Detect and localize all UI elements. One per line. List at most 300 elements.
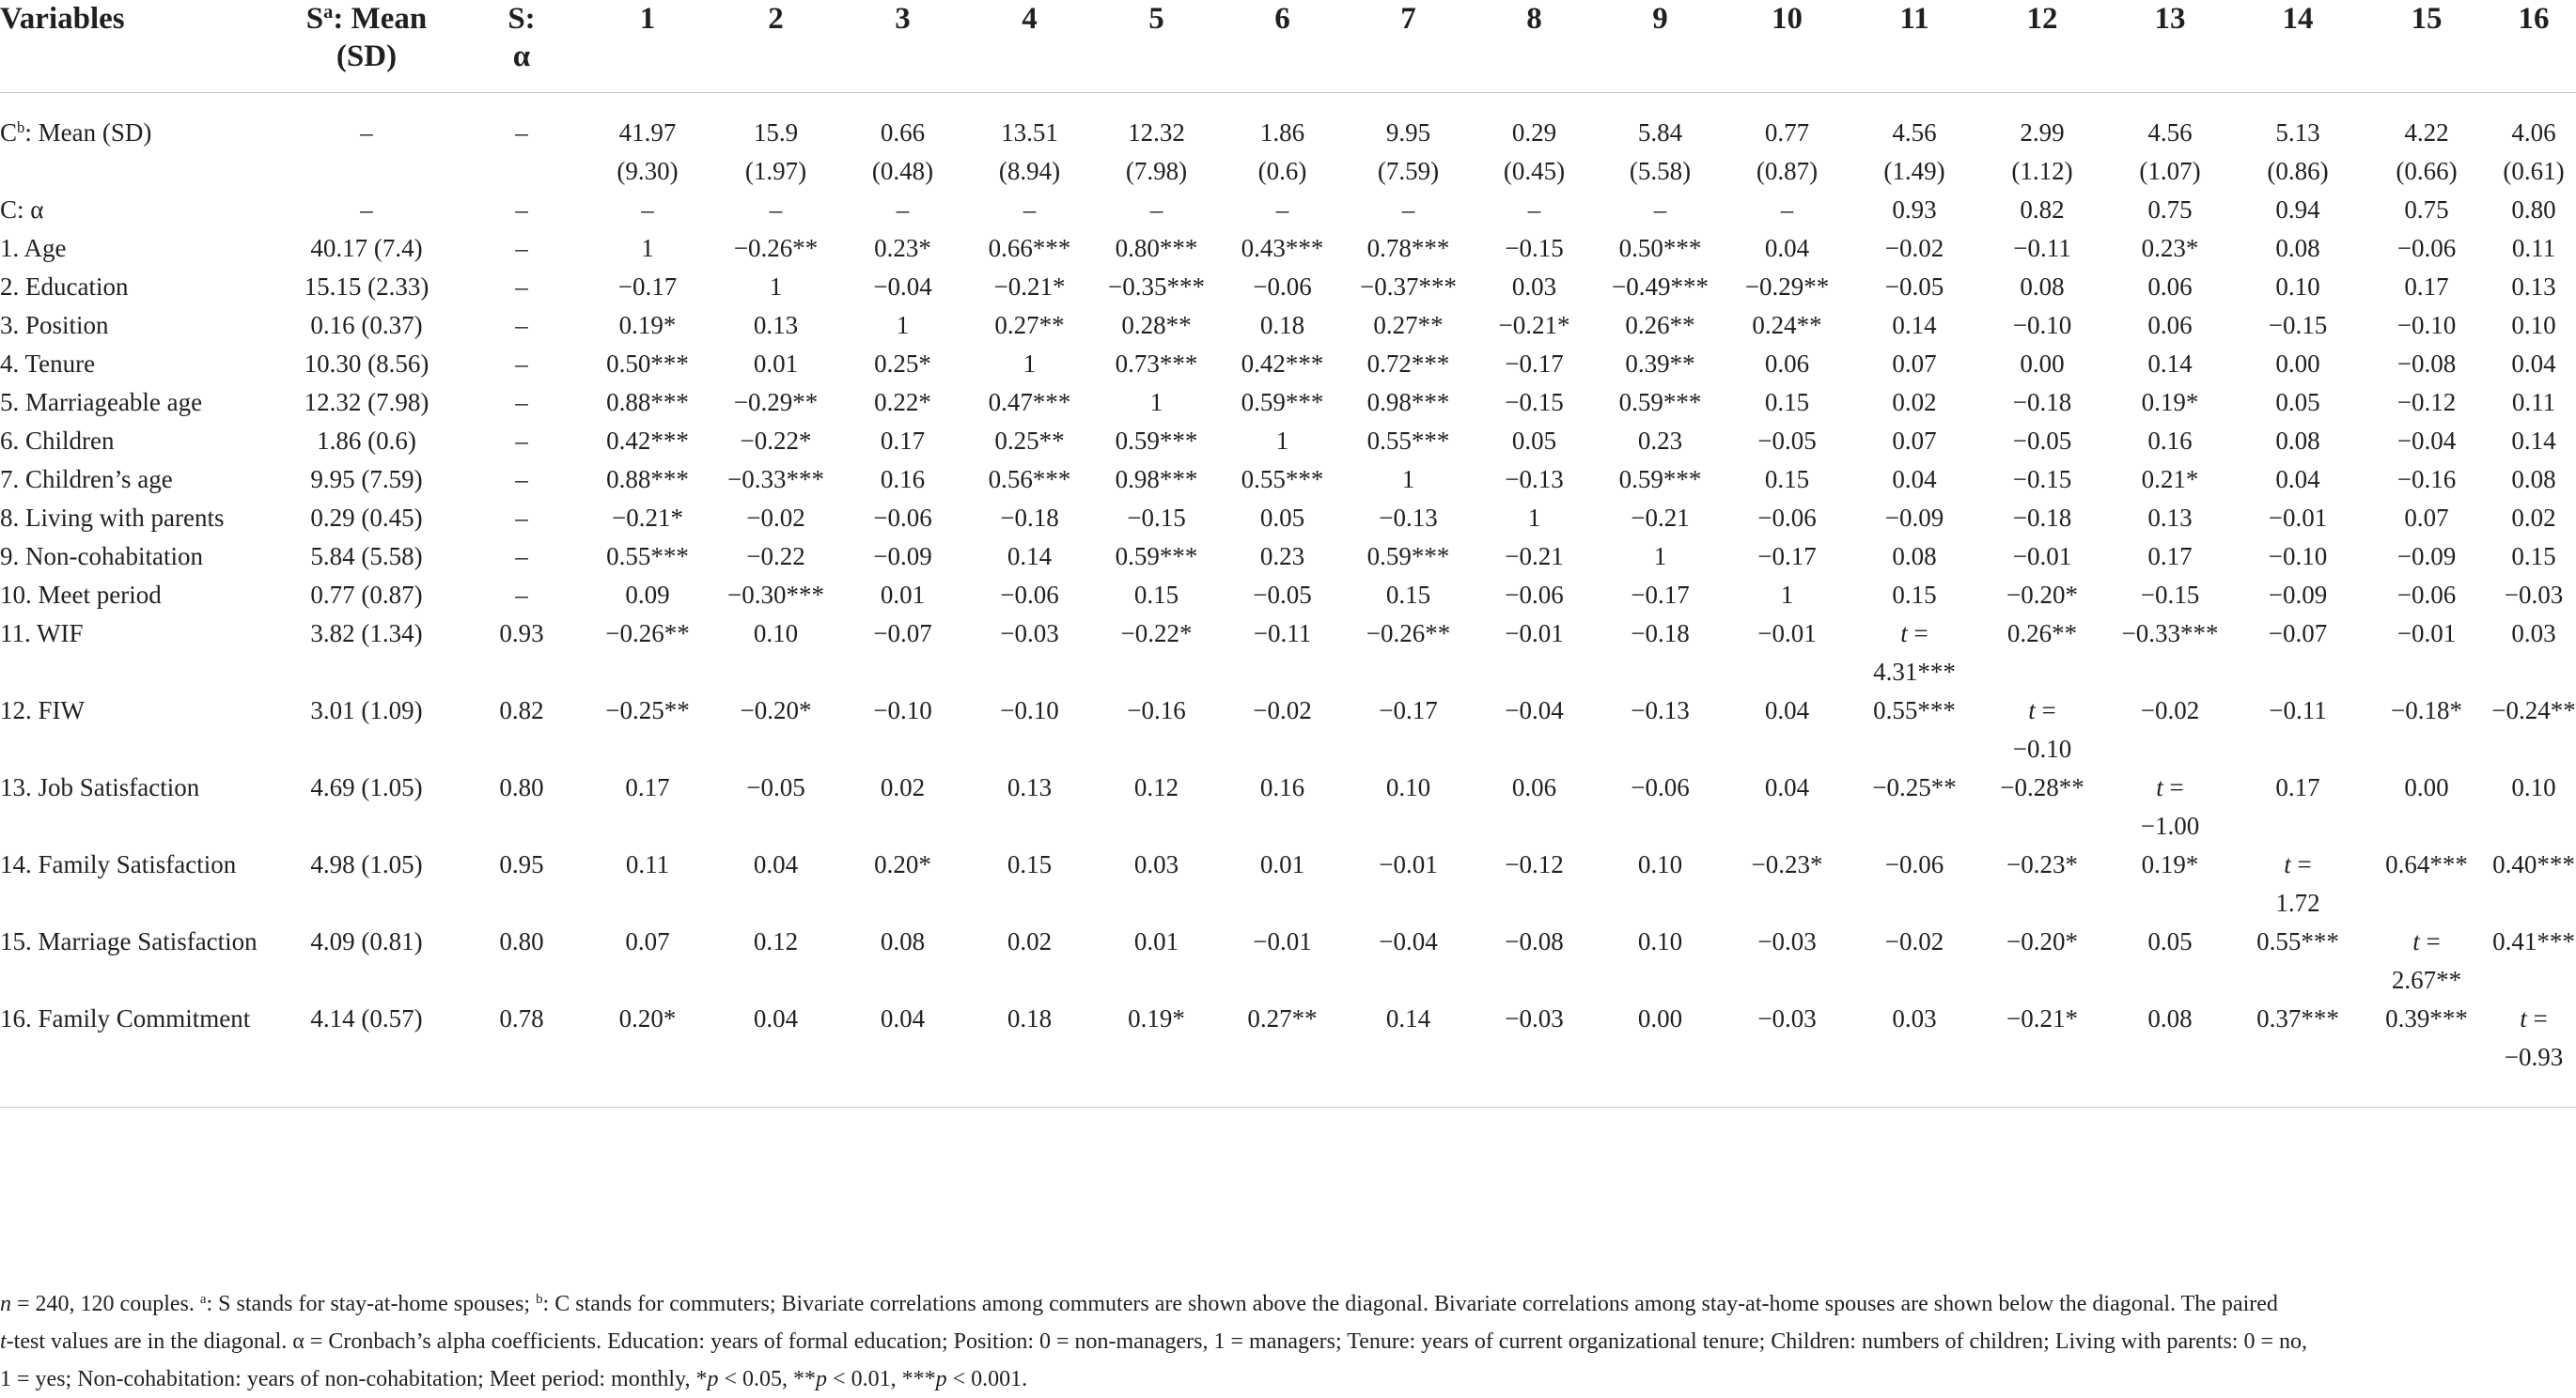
commuter-sd-value: (7.59): [1377, 157, 1440, 185]
t-value: −0.93: [2504, 1043, 2564, 1071]
commuter-mean-value: 41.97: [618, 118, 677, 147]
corr-cell: 0.42***: [1241, 350, 1324, 378]
t-value: 1.72: [2275, 889, 2320, 917]
corr-cell: 0.18: [966, 1000, 1093, 1108]
table-row: [0, 614, 2576, 691]
corr-cell: −0.05: [1884, 272, 1944, 301]
corr-cell: −0.13: [1505, 465, 1564, 493]
s-alpha-cell: –: [515, 388, 528, 416]
s-mean-cell: 40.17 (7.4): [310, 234, 423, 262]
corr-cell: 0.10: [753, 619, 799, 647]
corr-cell: 0.04: [1764, 696, 1810, 724]
commuter-sd-value: (7.98): [1125, 157, 1188, 185]
header-s-mean-line1: : Mean: [333, 2, 428, 36]
s-mean-cell: 4.69 (1.05): [310, 773, 423, 801]
corr-cell: 0.14: [1007, 542, 1053, 570]
corr-cell: −0.21: [1631, 504, 1690, 532]
header-s-mean: [273, 0, 461, 93]
table-footnote: [0, 1285, 2576, 1398]
corr-cell: −0.06: [2396, 581, 2457, 609]
header-col-1: 1: [583, 0, 712, 93]
corr-cell: 0.20*: [583, 1000, 712, 1108]
commuter-mean-cell-14: [2234, 93, 2362, 192]
corr-cell: −0.09: [2268, 581, 2328, 609]
row-label: 12. FIW: [0, 696, 85, 724]
commuter-alpha-cell-1: –: [641, 195, 654, 224]
corr-cell: 0.55***: [1873, 696, 1956, 724]
corr-cell: 0.80***: [1115, 234, 1198, 262]
corr-cell: −0.01: [2396, 619, 2457, 647]
corr-cell: −0.03: [1724, 1000, 1850, 1108]
s-alpha-cell: –: [515, 234, 528, 262]
header-col-15: 15: [2362, 0, 2491, 93]
corr-cell: 0.16: [2147, 427, 2193, 455]
corr-cell: 0.03: [1133, 850, 1179, 878]
corr-cell: −0.33***: [727, 465, 824, 493]
commuter-mean-value: 0.77: [1764, 118, 1810, 147]
corr-cell: −0.18: [1000, 504, 1059, 532]
corr-cell: −0.06: [2396, 234, 2457, 262]
corr-cell: 0.23*: [874, 234, 931, 262]
corr-cell: −0.06: [1631, 773, 1690, 801]
corr-cell: 0.10: [2275, 272, 2320, 301]
corr-cell: −0.21*: [1498, 311, 1570, 339]
corr-cell: 0.23: [1637, 427, 1683, 455]
corr-cell: 0.39***: [2362, 1000, 2491, 1108]
corr-cell: 0.25*: [874, 350, 931, 378]
corr-cell: 0.08: [2275, 427, 2320, 455]
corr-cell: 1: [896, 311, 910, 339]
corr-cell: 0.59***: [1115, 542, 1198, 570]
corr-cell: 1: [1275, 427, 1289, 455]
corr-cell: 1: [1149, 388, 1163, 416]
diagonal-t-cell: [2106, 769, 2234, 846]
corr-cell: 0.04: [1892, 465, 1937, 493]
table-row: [0, 460, 2576, 499]
commuter-mean-value: 9.95: [1385, 118, 1431, 147]
corr-cell: 0.26**: [2006, 619, 2078, 647]
corr-cell: 0.19*: [2141, 388, 2199, 416]
corr-cell: −0.30***: [727, 581, 824, 609]
corr-cell: −0.06: [1884, 850, 1944, 878]
header-col-8: 8: [1472, 0, 1597, 93]
t-label: t =: [2520, 1004, 2548, 1033]
corr-cell: −0.17: [1757, 542, 1817, 570]
corr-cell: −0.23*: [1751, 850, 1823, 878]
corr-cell: 0.01: [753, 350, 799, 378]
commuter-sd-value: (0.86): [2267, 157, 2329, 185]
corr-cell: −0.02: [746, 504, 805, 532]
corr-cell: −0.25**: [1872, 773, 1957, 801]
corr-cell: −0.15: [2012, 465, 2072, 493]
corr-cell: −0.22: [746, 542, 805, 570]
corr-cell: −0.10: [2396, 311, 2457, 339]
corr-cell: −0.21: [1505, 542, 1564, 570]
corr-cell: 0.15: [1385, 581, 1431, 609]
commuter-mean-cell-9: [1597, 93, 1724, 192]
corr-cell: −0.17: [1505, 350, 1564, 378]
table-row: [0, 846, 2576, 923]
corr-cell: −0.07: [2268, 619, 2328, 647]
header-col-7: 7: [1345, 0, 1472, 93]
corr-cell: 0.08: [880, 927, 926, 955]
s-mean-cell: 5.84 (5.58): [310, 542, 423, 570]
corr-cell: 0.17: [2404, 272, 2449, 301]
commuter-mean-value: 4.56: [2147, 118, 2193, 147]
corr-cell: 0.15: [1133, 581, 1179, 609]
commuter-mean-cell-4: [966, 93, 1093, 192]
corr-cell: 0.02: [2511, 504, 2556, 532]
s-mean-cell: 1.86 (0.6): [317, 427, 416, 455]
corr-cell: 0.03: [2511, 619, 2556, 647]
corr-cell: 0.14: [1892, 311, 1937, 339]
corr-cell: 0.15: [2511, 542, 2556, 570]
corr-cell: 0.55***: [2256, 927, 2339, 955]
corr-cell: 0.73***: [1115, 350, 1198, 378]
corr-cell: −0.26**: [733, 234, 819, 262]
corr-cell: −0.02: [1884, 927, 1944, 955]
corr-cell: 0.27**: [994, 311, 1065, 339]
corr-cell: 0.17: [2147, 542, 2193, 570]
corr-cell: −0.15: [1505, 234, 1564, 262]
commuter-mean-cell-12: [1978, 93, 2106, 192]
corr-cell: 1: [1780, 581, 1794, 609]
corr-cell: −0.26**: [1366, 619, 1451, 647]
footnote-line-3: 1 = yes; Non-cohabitation: years of non-cohabitation; Meet period: monthly, *p < 0.05, **p < 0.01, ***p < 0.001.: [0, 1367, 1028, 1391]
corr-cell: 0.17: [625, 773, 670, 801]
corr-cell: −0.17: [617, 272, 678, 301]
s-mean-cell: 10.30 (8.56): [304, 350, 429, 378]
s-mean-cell: 3.01 (1.09): [310, 696, 423, 724]
corr-cell: 0.02: [1892, 388, 1937, 416]
commuter-alpha-cell-15: 0.75: [2404, 195, 2449, 224]
commuter-mean-cell-16: [2491, 93, 2576, 192]
corr-cell: 0.13: [753, 311, 799, 339]
s-alpha-cell: –: [515, 118, 528, 147]
corr-cell: 0.15: [1007, 850, 1053, 878]
corr-cell: 0.72***: [1366, 350, 1450, 378]
corr-cell: −0.16: [1127, 696, 1186, 724]
corr-cell: 0.19*: [1093, 1000, 1220, 1108]
corr-cell: 0.06: [2147, 272, 2193, 301]
corr-cell: −0.22*: [1120, 619, 1193, 647]
s-mean-cell: 12.32 (7.98): [304, 388, 429, 416]
commuter-mean-cell-11: [1850, 93, 1978, 192]
corr-cell: 0.59***: [1241, 388, 1324, 416]
corr-cell: 0.13: [1007, 773, 1053, 801]
row-label: 7. Children’s age: [0, 465, 173, 493]
corr-cell: −0.11: [1253, 619, 1312, 647]
t-label: t =: [1900, 619, 1928, 647]
corr-cell: −0.15: [1505, 388, 1564, 416]
table-row: [0, 306, 2576, 345]
corr-cell: 0.15: [1764, 465, 1810, 493]
commuter-mean-value: 4.56: [1892, 118, 1937, 147]
corr-cell: −0.23*: [2006, 850, 2078, 878]
corr-cell: −0.05: [746, 773, 805, 801]
corr-cell: 0.12: [753, 927, 799, 955]
corr-cell: −0.10: [873, 696, 932, 724]
table-row: [0, 537, 2576, 576]
commuter-alpha-row: [0, 191, 2576, 229]
s-alpha-cell: –: [515, 311, 528, 339]
commuter-mean-value: 5.84: [1637, 118, 1683, 147]
corr-cell: 0.27**: [1373, 311, 1444, 339]
corr-cell: −0.49***: [1612, 272, 1709, 301]
corr-cell: 0.16: [880, 465, 926, 493]
corr-cell: 0.50***: [606, 350, 689, 378]
corr-cell: 0.00: [2275, 350, 2320, 378]
commuter-sd-value: (1.07): [2139, 157, 2201, 185]
header-col-9: 9: [1597, 0, 1724, 93]
corr-cell: 0.04: [712, 1000, 839, 1108]
corr-cell: 0.00: [1597, 1000, 1724, 1108]
corr-cell: −0.06: [1757, 504, 1817, 532]
commuter-mean-row: [0, 93, 2576, 192]
s-alpha-cell: –: [515, 195, 528, 224]
corr-cell: 0.06: [1764, 350, 1810, 378]
s-alpha-cell: 0.78: [461, 1000, 583, 1108]
header-col-6: 6: [1220, 0, 1345, 93]
corr-cell: −0.11: [2269, 696, 2327, 724]
corr-cell: −0.15: [2268, 311, 2328, 339]
corr-cell: 0.10: [1637, 850, 1683, 878]
table-row: [0, 268, 2576, 306]
corr-cell: 0.24**: [1752, 311, 1822, 339]
commuter-alpha-cell-3: –: [896, 195, 910, 224]
commuter-alpha-cell-11: 0.93: [1892, 195, 1937, 224]
header-col-2: 2: [712, 0, 839, 93]
corr-cell: 0.00: [2020, 350, 2065, 378]
table-row: [0, 1000, 2576, 1108]
corr-cell: 0.01: [1259, 850, 1305, 878]
corr-cell: 0.59***: [1115, 427, 1198, 455]
commuter-sd-value: (0.61): [2503, 157, 2565, 185]
corr-cell: −0.10: [2012, 311, 2072, 339]
commuter-label-sup: b: [17, 117, 25, 136]
corr-cell: 0.27**: [1220, 1000, 1345, 1108]
corr-cell: 0.14: [1345, 1000, 1472, 1108]
corr-cell: 0.42***: [606, 427, 689, 455]
corr-cell: 0.06: [1511, 773, 1557, 801]
corr-cell: −0.13: [1631, 696, 1690, 724]
header-col-14: 14: [2234, 0, 2362, 93]
corr-cell: −0.11: [2013, 234, 2071, 262]
footnote-line-1: n = 240, 120 couples. $^a$: S stands for stay-at-home spouses; $^b$: C stands for commuters; Bivariate correlations among commuters are shown above the diagonal. Bivariate correlations among stay-at-home spouses are shown below the diagonal. The paired: [0, 1291, 2278, 1316]
corr-cell: 0.01: [880, 581, 926, 609]
header-col-12: 12: [1978, 0, 2106, 93]
s-alpha-cell: –: [515, 272, 528, 301]
corr-cell: 0.98***: [1366, 388, 1450, 416]
row-label: 10. Meet period: [0, 581, 162, 609]
corr-cell: 0.66***: [988, 234, 1071, 262]
corr-cell: −0.21*: [1978, 1000, 2106, 1108]
corr-cell: 0.11: [625, 850, 670, 878]
corr-cell: 1: [769, 272, 783, 301]
table-row: [0, 345, 2576, 383]
diagonal-t-cell: [1850, 614, 1978, 691]
corr-cell: 0.08: [2275, 234, 2320, 262]
corr-cell: −0.04: [2396, 427, 2457, 455]
s-alpha-cell: 0.93: [499, 619, 544, 647]
commuter-label-prefix: C: [0, 118, 18, 147]
header-col-11: 11: [1850, 0, 1978, 93]
corr-cell: 0.21*: [2141, 465, 2199, 493]
s-alpha-cell: –: [515, 427, 528, 455]
s-mean-cell: 0.77 (0.87): [310, 581, 423, 609]
commuter-alpha-cell-16: 0.80: [2511, 195, 2556, 224]
corr-cell: −0.01: [2268, 504, 2328, 532]
s-mean-cell: 9.95 (7.59): [310, 465, 423, 493]
s-alpha-cell: 0.80: [499, 927, 544, 955]
corr-cell: 1: [641, 234, 654, 262]
row-label: 6. Children: [0, 427, 115, 455]
row-label: 2. Education: [0, 272, 129, 301]
commuter-label-suffix: : Mean (SD): [24, 118, 152, 147]
corr-cell: 0.23: [1259, 542, 1305, 570]
commuter-alpha-cell-6: –: [1275, 195, 1289, 224]
commuter-mean-cell-10: [1724, 93, 1850, 192]
diagonal-t-cell: [2491, 1000, 2576, 1108]
corr-cell: −0.03: [1000, 619, 1059, 647]
corr-cell: 0.05: [2147, 927, 2193, 955]
t-label: t =: [2412, 927, 2441, 955]
commuter-sd-value: (8.94): [998, 157, 1061, 185]
corr-cell: 0.07: [625, 927, 670, 955]
corr-cell: −0.18: [2012, 388, 2072, 416]
corr-cell: 0.22*: [874, 388, 931, 416]
corr-cell: 0.13: [2511, 272, 2556, 301]
table-row: [0, 691, 2576, 769]
row-label: 1. Age: [0, 234, 67, 262]
commuter-mean-cell-13: [2106, 93, 2234, 192]
corr-cell: −0.03: [1757, 927, 1817, 955]
s-alpha-cell: 0.82: [499, 696, 544, 724]
corr-cell: −0.17: [1379, 696, 1438, 724]
t-label: t =: [2156, 773, 2184, 801]
corr-cell: −0.06: [873, 504, 932, 532]
corr-cell: 0.00: [2404, 773, 2449, 801]
corr-cell: 0.17: [880, 427, 926, 455]
corr-cell: 0.28**: [1121, 311, 1192, 339]
table-row: [0, 499, 2576, 537]
corr-cell: −0.20*: [2006, 927, 2078, 955]
commuter-mean-cell-15: [2362, 93, 2491, 192]
commuter-mean-value: 1.86: [1259, 118, 1305, 147]
commuter-alpha-cell-10: –: [1780, 195, 1794, 224]
commuter-mean-value: 4.06: [2511, 118, 2556, 147]
t-label: t =: [2284, 850, 2312, 878]
corr-cell: 0.11: [2511, 388, 2556, 416]
corr-cell: 0.55***: [1366, 427, 1450, 455]
corr-cell: −0.28**: [2000, 773, 2084, 801]
commuter-sd-value: (5.58): [1629, 157, 1692, 185]
row-label: 16. Family Commitment: [0, 1000, 273, 1108]
commuter-mean-value: 13.51: [1001, 118, 1058, 147]
header-col-3: 3: [839, 0, 966, 93]
corr-cell: −0.03: [1472, 1000, 1597, 1108]
table-row: [0, 383, 2576, 422]
corr-cell: 0.78***: [1366, 234, 1450, 262]
corr-cell: 0.02: [1007, 927, 1053, 955]
corr-cell: 0.59***: [1618, 465, 1702, 493]
corr-cell: 0.15: [1892, 581, 1937, 609]
s-alpha-cell: –: [515, 581, 528, 609]
corr-cell: −0.05: [1253, 581, 1312, 609]
corr-cell: −0.12: [2396, 388, 2457, 416]
commuter-alpha-cell-12: 0.82: [2020, 195, 2065, 224]
corr-cell: 0.12: [1133, 773, 1179, 801]
corr-cell: 0.04: [2275, 465, 2320, 493]
corr-cell: 0.05: [2275, 388, 2320, 416]
corr-cell: −0.29**: [1744, 272, 1830, 301]
corr-cell: 1: [1023, 350, 1037, 378]
header-col-4: 4: [966, 0, 1093, 93]
corr-cell: 0.03: [1850, 1000, 1978, 1108]
corr-cell: −0.13: [1379, 504, 1438, 532]
commuter-sd-value: (0.45): [1503, 157, 1566, 185]
corr-cell: 0.19*: [618, 311, 677, 339]
s-mean-cell: –: [360, 118, 373, 147]
t-value: −0.10: [2012, 735, 2072, 763]
corr-cell: −0.09: [1884, 504, 1944, 532]
corr-cell: 0.14: [2147, 350, 2193, 378]
corr-cell: 0.88***: [606, 465, 689, 493]
s-alpha-cell: 0.80: [499, 773, 544, 801]
corr-cell: −0.08: [1505, 927, 1564, 955]
s-mean-cell: 0.29 (0.45): [310, 504, 423, 532]
corr-cell: −0.02: [1884, 234, 1944, 262]
corr-cell: 0.88***: [606, 388, 689, 416]
corr-cell: −0.15: [2140, 581, 2200, 609]
corr-cell: 1: [1401, 465, 1415, 493]
commuter-alpha-cell-14: 0.94: [2275, 195, 2320, 224]
corr-cell: −0.37***: [1360, 272, 1457, 301]
corr-cell: 0.43***: [1241, 234, 1324, 262]
corr-cell: −0.06: [1000, 581, 1059, 609]
corr-cell: −0.01: [1379, 850, 1438, 878]
corr-cell: 0.09: [625, 581, 670, 609]
corr-cell: 0.13: [2147, 504, 2193, 532]
row-label: 15. Marriage Satisfaction: [0, 927, 258, 955]
diagonal-t-cell: [1978, 691, 2106, 769]
s-alpha-cell: –: [515, 504, 528, 532]
corr-cell: −0.05: [2012, 427, 2072, 455]
commuter-mean-cell-6: [1220, 93, 1345, 192]
commuter-alpha-cell-7: –: [1401, 195, 1415, 224]
corr-cell: 0.59***: [1618, 388, 1702, 416]
header-col-16: 16: [2491, 0, 2576, 93]
commuter-sd-value: (0.87): [1756, 157, 1819, 185]
table-row: [0, 769, 2576, 846]
corr-cell: 1: [1527, 504, 1541, 532]
corr-cell: 0.06: [2147, 311, 2193, 339]
corr-cell: 0.50***: [1618, 234, 1702, 262]
corr-cell: −0.18: [1631, 619, 1690, 647]
corr-cell: 0.17: [2275, 773, 2320, 801]
corr-cell: 0.55***: [606, 542, 689, 570]
header-s-mean-prefix: S: [305, 2, 324, 36]
corr-cell: −0.21*: [612, 504, 683, 532]
s-alpha-cell: –: [515, 350, 528, 378]
commuter-sd-value: (1.12): [2011, 157, 2073, 185]
corr-cell: 0.07: [2404, 504, 2449, 532]
s-mean-cell: 0.16 (0.37): [310, 311, 423, 339]
t-value: 2.67**: [2391, 966, 2462, 994]
commuter-alpha-cell-8: –: [1527, 195, 1541, 224]
t-value: 4.31***: [1873, 658, 1956, 686]
corr-cell: 0.01: [1133, 927, 1179, 955]
